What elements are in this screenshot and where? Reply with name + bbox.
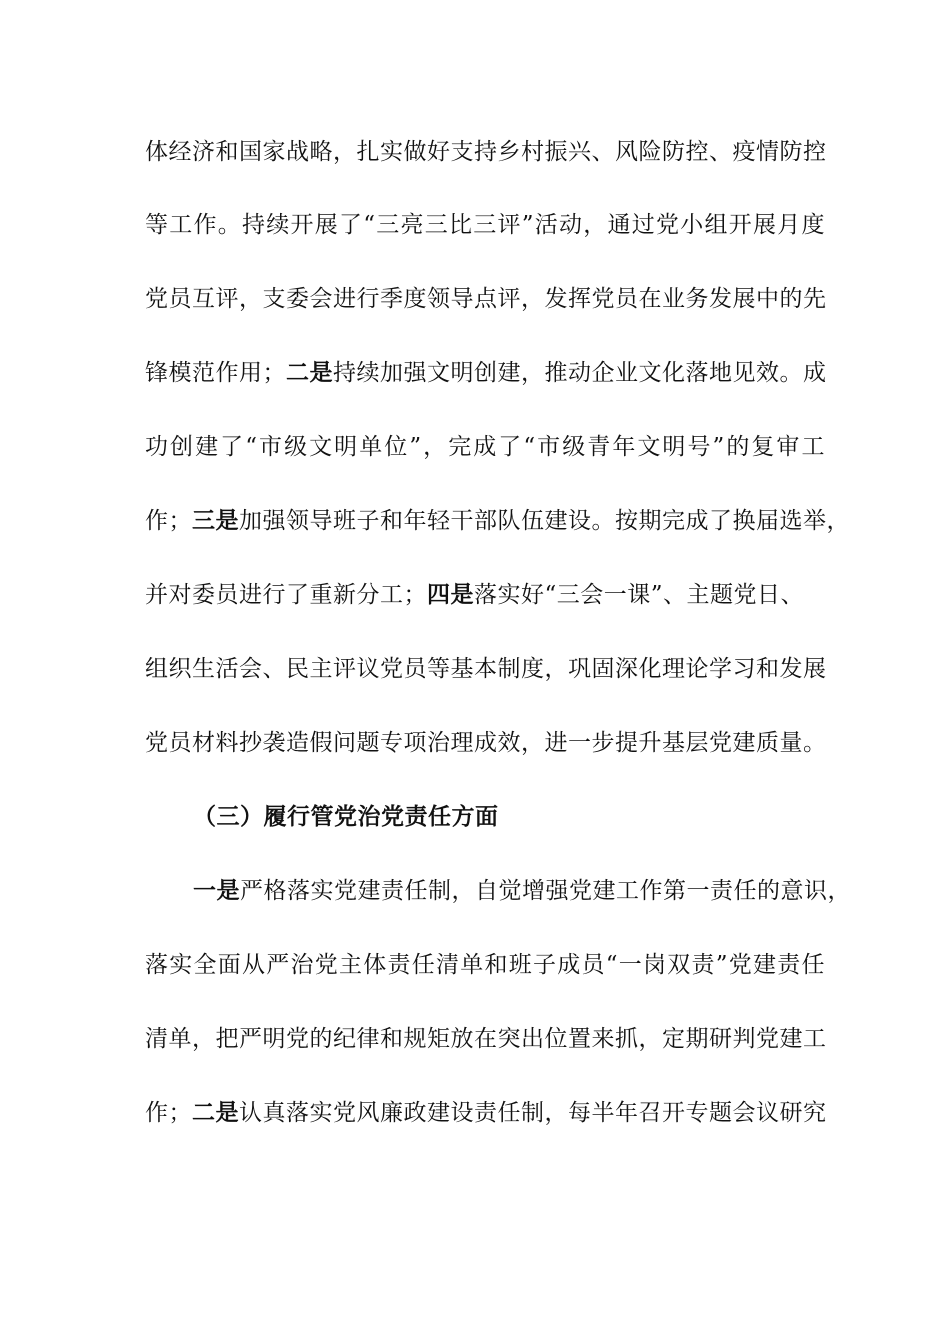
paragraph-line-4 xyxy=(145,358,825,388)
section-heading: （三）履行管党治党责任方面 xyxy=(193,803,499,830)
enumeration-marker: 四是 xyxy=(427,581,474,608)
paragraph-line-6 xyxy=(145,506,850,536)
line-text-pre: 作； xyxy=(145,508,192,534)
enumeration-marker: 一是 xyxy=(193,877,240,904)
paragraph-line-8: 组织生活会、民主评议党员等基本制度，巩固深化理论学习和发展 xyxy=(145,656,827,682)
paragraph-line-1: 体经济和国家战略，扎实做好支持乡村振兴、风险防控、疫情防控 xyxy=(145,139,827,165)
line-text-pre: 锋模范作用； xyxy=(145,360,286,386)
paragraph-line-9: 党员材料抄袭造假问题专项治理成效，进一步提升基层党建质量。 xyxy=(145,730,827,756)
paragraph-line-2: 等工作。持续开展了“三亮三比三评”活动，通过党小组开展月度 xyxy=(145,212,825,238)
paragraph-line-5: 功创建了“市级文明单位”，完成了“市级青年文明号”的复审工 xyxy=(145,434,825,460)
section-line-4 xyxy=(145,1098,825,1128)
section-line-2: 落实全面从严治党主体责任清单和班子成员“一岗双责”党建责任 xyxy=(145,952,825,978)
line-text-pre: 并对委员进行了重新分工； xyxy=(145,582,427,608)
line-text-post: 加强领导班子和年轻干部队伍建设。按期完成了换届选举， xyxy=(239,508,850,534)
paragraph-line-7 xyxy=(145,580,825,610)
line-text-post: 持续加强文明创建，推动企业文化落地见效。成 xyxy=(333,360,827,386)
enumeration-marker: 三是 xyxy=(192,507,239,534)
section-line-1 xyxy=(193,876,851,906)
enumeration-marker: 二是 xyxy=(286,359,333,386)
section-line-3: 清单，把严明党的纪律和规矩放在突出位置来抓，定期研判党建工 xyxy=(145,1026,827,1052)
line-text-pre: 作； xyxy=(145,1100,192,1126)
line-text-post: 认真落实党风廉政建设责任制，每半年召开专题会议研究 xyxy=(239,1100,827,1126)
line-text-post: 落实好“三会一课”、主题党日、 xyxy=(474,582,805,608)
enumeration-marker: 二是 xyxy=(192,1099,239,1126)
line-text-post: 严格落实党建责任制，自觉增强党建工作第一责任的意识， xyxy=(240,878,851,904)
paragraph-line-3: 党员互评，支委会进行季度领导点评，发挥党员在业务发展中的先 xyxy=(145,286,827,312)
